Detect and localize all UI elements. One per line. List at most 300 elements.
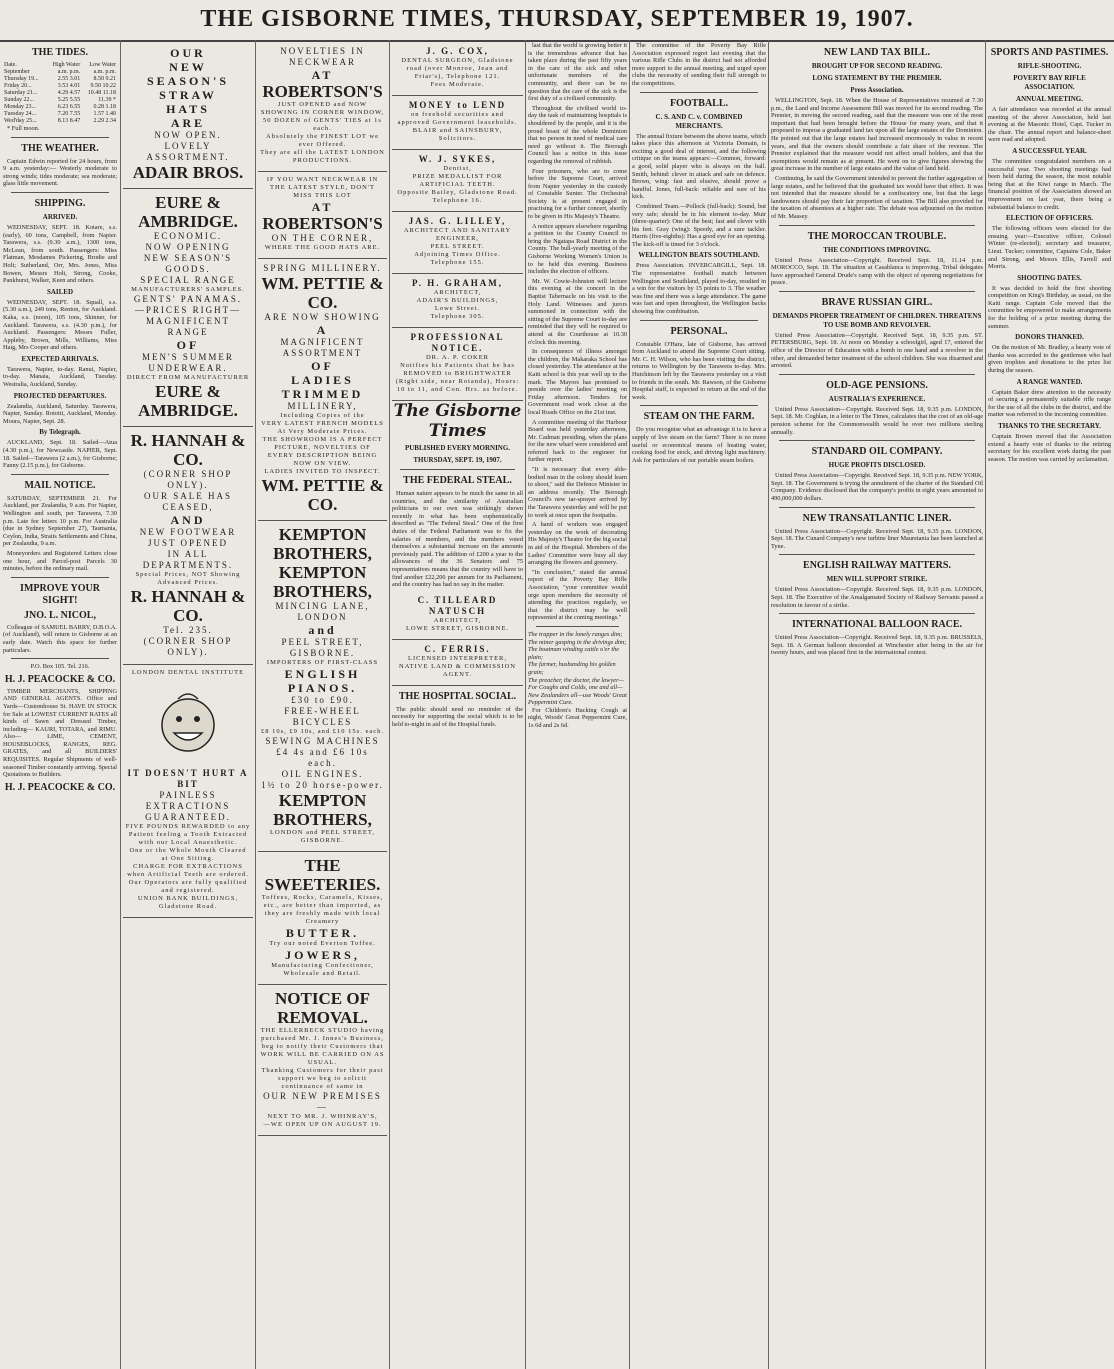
expected-text: Tarawera, Napier, to-day. Ranui, Napier, to-day. Manaia, Auckland, Tuesday. Westralia, Auckland, Sunday. <box>3 365 117 389</box>
article-paragraph: A hand of workers was engaged yesterday on the work of decorating His Majesty's Theatre for the big social in aid of the Hospital. Members of the Ladies' Committee were busy all day arranging the flowers and greenery. <box>528 521 627 567</box>
wellington-heading: WELLINGTON BEATS SOUTHLAND. <box>638 251 760 260</box>
advert-line: ECONOMIC. <box>153 231 223 241</box>
advert-line: KEMPTON BROTHERS, <box>273 791 372 829</box>
land-tax-text: WELLINGTON, Sept. 18. When the House of Representatives resumed at 7.30 p.m., the Land and Income Assessment Bill was moved for its second reading. The Premier, in moving the second reading, said that the measure was one of the most important that had been brought before the House for many years, and that it proposed to impose a graduated land tax upon all the large estates of the Dominion. He pointed out that the large estates had increased enormously in value in recent years, and that the owners should contribute a fair share of the revenue. The Premier explained that the measure would not affect small holders, and that the exemptions would remain as at present. He went on to give figures showing the great increase in the number of large estates and the value of land held. <box>771 97 983 173</box>
advert-line: BUTTER. <box>285 926 360 940</box>
tides-table <box>3 62 117 125</box>
peacocke-text: TIMBER MERCHANTS, SHIPPING AND GENERAL AGENTS. Office and Yards—Customhouse St. HAVE IN STOCK for Sale at LOWEST CURRENT RATES all kinds of Sawn and Dressed Timber, including— KAURI, TOTARA, and RIMU. Also— LIME, CEMENT, HOUSEBLOCKS, RANGES, REG. GRATES, and all BUILDERS' REQUISITES. Regular Shipments of well-seasoned Timber constantly arriving. Special Quotations to Builders. <box>3 687 117 779</box>
advert-line: DIRECT FROM MANUFACTURER <box>126 374 250 381</box>
business-card <box>392 212 523 274</box>
column-rule <box>389 40 390 1369</box>
projected-heading: PROJECTED DEPARTURES. <box>13 391 107 400</box>
advert-line: AT <box>311 68 334 82</box>
poem-line: The preacher, the doctor, the lawyer— <box>528 676 625 684</box>
column-rule <box>768 40 769 1369</box>
advert-line: HATS <box>166 102 210 116</box>
business-card-line: NATIVE LAND & COMMISSION AGENT. <box>399 662 516 678</box>
cartoon-caption: IT DOESN'T HURT A BIT <box>127 767 249 789</box>
leader-text: Human nature appears to be much the same in all countries, and the similarity of Australian politicians to our own was strikingly shown recently in what has been euphemistically described as "The Federal Steal." One of the first duties of the Federal Parliament was to fix the salaries of members, and the members voted themselves a substantial increase on the amounts previously paid. The addition of £200 a year to the allowances of the 36 Senators and 75 representatives means that the country will have to find another £22,200 per annum for its Parliament, and the country has had no say in the matter. <box>392 490 523 589</box>
farm-heading: STEAM ON THE FARM. <box>643 411 755 423</box>
business-card-line: ARCHITECT, <box>433 289 482 296</box>
business-card-line: Telephone 305. <box>430 313 485 320</box>
liner-heading: NEW TRANSATLANTIC LINER. <box>802 512 952 524</box>
tides-row <box>3 83 117 90</box>
advert-line: Absolutely the FINEST LOT we ever Offered. <box>266 133 379 148</box>
russian-text: United Press Association—Copyright. Received Sept. 18, 9.35 p.m. ST. PETERSBURG, Sept. 18. At noon on Monday a schoolgirl, aged 17, entered the office of the Director of Education with a bomb in one hand and a revolver in the other, and demanded better treatment of the school children. She was disarmed and arrested. <box>771 331 983 370</box>
tides-cell: 1.57 1.40 <box>93 111 116 117</box>
advert-line: EURE & AMBRIDGE. <box>138 382 238 420</box>
business-card <box>392 591 523 640</box>
telegraph-heading: By Telegraph. <box>39 428 81 437</box>
standard-oil-text: United Press Association—Copyright. Received Sept. 18, 9.35 p.m. NEW YORK, Sept. 18. The Government is trying the annulment of the charter of the Standard Oil Company. Evidence disclosed that the company's profits in eight years amounted to 490,000,000 dollars. <box>771 472 983 502</box>
column-5 <box>528 42 627 1369</box>
tides-note: * Full moon. <box>7 125 40 132</box>
rifle-subheading-3: ANNUAL MEETING. <box>1016 95 1083 103</box>
projected-text: Zealandia, Auckland, Saturday. Tarawera, Napier, Sunday. Rotoiti, Auckland, Monday. Moura, Napier, Sept. 28. <box>3 402 117 425</box>
tides-header-row <box>3 62 117 69</box>
tides-cell: 2.55 3.01 <box>57 76 81 82</box>
advert-line: Try our noted Everton Toffee. <box>269 940 376 947</box>
advert-line: THE SHOWROOM IS A PERFECT PICTURE, NOVELTIES OF EVERY DESCRIPTION BEING NOW ON VIEW. <box>262 436 383 467</box>
advert-line: OF <box>311 359 334 373</box>
advert-line: LADIES <box>291 373 354 387</box>
expected-heading: EXPECTED ARRIVALS. <box>21 354 99 363</box>
divider <box>11 577 109 578</box>
football-subheading: C. S. AND C. v. COMBINED MERCHANTS. <box>655 112 743 130</box>
advert-line: NEW SEASON'S GOODS. <box>143 253 233 274</box>
rifle-text: A fair attendance was recorded at the annual meeting of the above Association, held last evening at the Masonic Hotel, Capt. Tucker in the chair. The annual report and balance-sheet were read and adopted. <box>988 106 1111 144</box>
divider <box>11 658 109 659</box>
advert-line: NOTICE OF REMOVAL. <box>275 989 370 1027</box>
poem-line: The farmer, husbanding his golden grain; <box>528 661 616 676</box>
business-card-name: P. H. GRAHAM, <box>412 278 503 288</box>
issue-date: THURSDAY, SEPT. 19, 1907. <box>413 456 502 464</box>
advert-line: 1½ to 20 horse-power. <box>261 780 384 790</box>
business-card-line: Opposite Bailey, Gladstone Road. Telephone 16. <box>397 189 518 204</box>
business-card-line: PRIZE MEDALLIST FOR ARTIFICIAL TEETH. <box>412 173 503 188</box>
article-paragraph: Throughout the civilised world to-day the task of maintaining hospitals is shouldered by the people, and it is the proud boast of the whole Dominion that no person in need of medical care need go without it. The Borough Council has a notice in this issue regarding the removal of rubbish. <box>528 104 627 165</box>
tides-row <box>3 76 117 83</box>
advert-line: JOWERS, <box>285 948 360 962</box>
advert-line: SPECIAL RANGE <box>140 275 236 285</box>
business-card <box>392 150 523 212</box>
balloon-heading: INTERNATIONAL BALLOON RACE. <box>791 619 963 631</box>
tides-cell: a.m. p.m. <box>93 69 116 75</box>
poem <box>528 631 627 707</box>
tides-cell: a.m. p.m. <box>57 69 81 75</box>
hospital-heading: THE HOSPITAL SOCIAL. <box>398 690 517 702</box>
tides-cell: 11.39 * <box>98 97 116 103</box>
officers-heading: ELECTION OF OFFICERS. <box>1005 214 1094 223</box>
column-1 <box>3 42 117 1369</box>
tides-cell: 0.28 1.18 <box>93 104 116 110</box>
advert-line: IF YOU WANT NECKWEAR IN THE LATEST STYLE, DON'T MISS THIS LOT <box>266 176 379 199</box>
advert-line: OUR <box>170 46 206 60</box>
poem-line: The miner gasping in the drivings dim; <box>528 638 627 646</box>
advert-line: OUR SALE HAS CEASED, <box>143 491 232 512</box>
mail-heading: MAIL NOTICE. <box>24 479 96 491</box>
advert-line: VERY LATEST FRENCH MODELS <box>261 420 384 427</box>
column-rule <box>629 40 630 1369</box>
tides-cell: 7.20 7.55 <box>57 111 81 117</box>
tides-cell: 6.23 6.55 <box>57 104 81 110</box>
donors-text: On the motion of Mr. Bradley, a hearty vote of thanks was accorded to the gentlemen who had given trophies and donations to the prize list during the season. <box>988 344 1111 375</box>
business-card-line: Telephone 155. <box>430 259 485 266</box>
advert-line: WHERE THE GOOD HATS ARE. <box>264 244 381 251</box>
poem-line: The boatman winding cattle o'er the plain; <box>528 646 620 661</box>
tides-cell: 5.25 5.55 <box>57 97 81 103</box>
wellington-text: Press Association. INVERCARGILL, Sept. 18. The representative football match between Wellington and Southland, played to-day, resulted in a win for the visitors by 15 points to 3. The weather was fine and there was a large attendance. The game was fast and open throughout, the Wellington backs showing fine combination. <box>632 262 766 316</box>
advert-line: OIL ENGINES. <box>281 769 364 779</box>
advert-line: WM. PETTIE & CO. <box>261 476 384 514</box>
football-text-2: Combined Team.—Pollock (full-back): Sound, but very safe; should be in his element to-day. Muir (three-quarter): One of the best; fast and clever with his feet. Gray (wing): Speedy, and a sure tackler. Harris (five-eighths): Has a good eye for an opening. The kick-off is timed for 3 o'clock. <box>632 202 766 248</box>
article-paragraph: "It is necessary that every able-bodied man in the colony should learn to shoot," said the Defence Minister in an address recently. The Borough Council's new tar-sprayer arrived by the Tarawera yesterday and will be put to work at once upon the footpaths. <box>528 466 627 519</box>
advert-line: Manufacturing Confectioner, Wholesale and Retail. <box>271 962 374 977</box>
railway-heading: ENGLISH RAILWAY MATTERS. <box>803 560 951 572</box>
divider <box>400 469 515 470</box>
advert-line: GUARANTEED. <box>145 811 231 822</box>
advert-line: (CORNER SHOP ONLY). <box>143 469 233 490</box>
russian-heading: BRAVE RUSSIAN GIRL. <box>821 296 933 308</box>
business-card <box>392 42 523 96</box>
article-paragraph: Mr. W. Cowie-Johnston will lecture this evening at the concert in the Baptist Tabernacle on his visit to the Holy Land. Witnesses and jurors summoned in connection with the sitting of the Supreme Court to-day are reminded that they will be required to attend at the Courthouse at 10.30 o'clock this morning. <box>528 277 627 346</box>
sight-name: JNO. L. NICOL, <box>24 609 96 621</box>
advert-line: Including Copies of the <box>280 412 365 419</box>
box-line: P.O. Box 105. Tel. 216. <box>30 663 90 671</box>
business-card-name: PROFESSIONAL NOTICE. <box>410 332 505 353</box>
business-card-line: Adjoining Times Office. <box>414 251 501 258</box>
advert-line: ENGLISH <box>284 667 361 681</box>
business-card <box>392 274 523 328</box>
tides-cell: Monday 23... <box>4 104 36 110</box>
rifle-subheading-2: POVERTY BAY RIFLE ASSOCIATION. <box>1013 74 1086 91</box>
peacocke-name-2: H. J. PEACOCKE & CO. <box>4 781 116 793</box>
advert-line: MILLINERY, <box>287 401 358 411</box>
advert-line: (CORNER SHOP ONLY). <box>143 636 233 657</box>
arrived-heading: ARRIVED. <box>42 212 78 221</box>
business-card-line: LICENSED INTERPRETER, <box>408 654 507 662</box>
column-rule <box>120 40 121 1369</box>
advert-line: R. HANNAH & CO. <box>130 431 246 469</box>
advert-line: IMPORTERS OF FIRST-CLASS <box>266 659 379 666</box>
hospital-text: The public should need no reminder of the necessity for supporting the social which is to be held to-night in aid of the Hospital funds. <box>392 705 523 728</box>
advert-line: ARE <box>170 116 206 130</box>
tides-cell: 9.50 10.22 <box>90 83 116 89</box>
business-card-line: ARCHITECT, <box>433 616 482 624</box>
business-card-line: PEEL STREET. <box>430 243 485 250</box>
advert-line: SEASON'S <box>146 74 230 88</box>
article-paragraph: In consequence of illness amongst the children, the Makaraka School has closed yesterday. The attendance at the Kaiti school is this year well up to the mark. The Mayors has promised to preside over the ladies' meeting on Friday afternoon. Tenders for Government road work close at the local Roads Office on the 21st inst. <box>528 348 627 416</box>
business-card-name: C. FERRIS. <box>424 643 491 654</box>
sight-text: Colleague of SAMUEL BARRY, D.B.O.A. (of Auckland), will return to Gisborne at an early date. Watch this space for further particulars. <box>3 623 117 654</box>
tides-cell: 3.53 4.01 <box>57 83 81 89</box>
business-card <box>392 640 523 686</box>
farm-text: Do you recognise what an advantage it is to have a supply of live steam on the farm? There is no more useful or economical means of heating water, cooking food for stock, and driving light machinery. Ask for particulars of our portable steam boilers. <box>632 426 766 464</box>
advert-line: AT <box>311 200 334 214</box>
advert-line: SPRING MILLINERY. <box>263 263 382 273</box>
business-card-line: Notifies his Patients that he has REMOVED to BRIGHTWATER (Right side, near Rotanda), Hours: 10 to 11, and Con. Hrs. as before. <box>395 362 520 393</box>
advert-line: Thanking Customers for their past support we beg to solicit continuance of same in <box>261 1067 384 1090</box>
advert-line: GENTS' PANAMAS. <box>133 294 243 304</box>
divider <box>11 137 109 138</box>
business-card-name: MONEY to LEND <box>408 100 507 110</box>
divider <box>779 440 975 441</box>
tides-heading: THE TIDES. <box>32 47 88 58</box>
advert-line: £30 to £90. <box>291 695 354 705</box>
business-card-name: J. G. COX, <box>426 46 489 56</box>
advert-line: NEW <box>169 60 207 74</box>
divider <box>640 405 758 406</box>
land-tax-subheading-2: LONG STATEMENT BY THE PREMIER. <box>812 74 942 82</box>
tides-cell: 2.29 2.34 <box>93 118 116 124</box>
newspaper-flag: The Gisborne Times <box>393 401 522 441</box>
column-rule <box>985 40 986 1369</box>
advert-line: AND <box>170 513 206 527</box>
advert-line: UNION BANK BUILDINGS, Gladstone Road. <box>137 894 239 910</box>
sight-heading: IMPROVE YOUR SIGHT! <box>20 582 100 606</box>
thanks-text: Captain Brown moved that the Association extend a hearty vote of thanks to the retiring secretary for his excellent work during the past season. The motion was carried by acclamation. <box>988 433 1111 463</box>
article-paragraph: The committee of the Poverty Bay Rifle Association expressed regret last evening that the various Rifle Clubs in the district had not afforded more support to the annual meeting, and urged upon clubs the necessity of sending their full strength to the competitions. <box>632 42 766 87</box>
shooting-dates-text: It was decided to hold the first shooting competition on King's Birthday, as usual, on the Kaiti range. Captain Cole moved that the committee be empowered to make arrangements for the holding of a prize meeting during the summer. <box>988 284 1111 330</box>
face-illustration-icon <box>148 681 228 761</box>
column-4 <box>392 42 523 1369</box>
tides-cell: Saturday 21... <box>4 90 38 96</box>
tides-cell: Friday 20... <box>4 83 32 89</box>
moroccan-heading: THE MOROCCAN TROUBLE. <box>807 230 947 242</box>
tides-row <box>3 97 117 104</box>
tides-col-header: High Water <box>52 62 81 68</box>
range-heading: A RANGE WANTED. <box>1016 377 1083 386</box>
season-heading: A SUCCESSFUL YEAR. <box>1012 146 1087 155</box>
advert-line: JUST OPENED and NOW SHOWING IN CORNER WINDOW, <box>260 101 385 116</box>
advert-line: MAGNIFICENT RANGE <box>146 316 230 337</box>
oldage-subheading: AUSTRALIA'S EXPERIENCE. <box>828 394 926 403</box>
divider <box>11 474 109 475</box>
advert-line: IN ALL DEPARTMENTS. <box>142 549 234 570</box>
tides-cell: September <box>4 69 30 75</box>
divider <box>779 613 975 614</box>
tides-row <box>3 90 117 97</box>
shooting-dates-heading: SHOOTING DATES. <box>1017 273 1082 282</box>
column-rule <box>525 40 526 1369</box>
advert-line: MANUFACTURERS' SAMPLES. <box>131 286 245 293</box>
advert-line: LONDON and PEEL STREET, GISBORNE. <box>270 829 375 844</box>
business-card-line: LOWE STREET, GISBORNE. <box>405 624 510 632</box>
football-heading: FOOTBALL. <box>669 97 729 109</box>
business-card <box>392 96 523 150</box>
column-3 <box>258 42 387 1369</box>
advert-line: STRAW <box>159 88 217 102</box>
tides-cell: Tuesday 24... <box>4 111 37 117</box>
divider <box>779 374 975 375</box>
advert-line: R. HANNAH & CO. <box>130 587 246 625</box>
railway-text: United Press Association—Copyright. Received Sept. 18, 9.35 p.m. LONDON, Sept. 18. The Executive of the Amalgamated Society of Railway Servants passed a resolution in favour of a strike. <box>771 586 983 609</box>
oldage-heading: OLD-AGE PENSIONS. <box>826 379 928 391</box>
advert-line: LONDON DENTAL INSTITUTE <box>131 669 245 676</box>
robertson-neckwear-advert <box>258 42 387 172</box>
business-card-line: ARCHITECT AND SANITARY ENGINEER, <box>403 227 512 242</box>
donors-heading: DONORS THANKED. <box>1015 333 1084 342</box>
tides-col-header: Low Water <box>89 62 116 68</box>
article-paragraph: Four prisoners, who are to come before the Supreme Court, arrived from Napier yesterday in the custody of Constable Sunter. The Orchestral Society is at present engaged in practising for a further concert, shortly to be given in His Majesty's Theatre. <box>528 167 627 221</box>
tides-cell: 8.50 9.21 <box>93 76 116 82</box>
advert-line: NOW OPEN. <box>154 130 222 140</box>
tides-cell: 4.29 4.57 <box>57 90 81 96</box>
business-card-line: DR. A. P. COKER <box>425 354 490 361</box>
advert-line: Our Operators are fully qualified and registered. <box>128 878 248 894</box>
robertson-corner-advert <box>258 172 387 259</box>
adair-bros-advert <box>123 42 253 189</box>
divider <box>779 225 975 226</box>
business-card-name: C. TILLEARD NATUSCH <box>417 594 498 616</box>
advert-line: At Very Moderate Prices. <box>277 428 368 435</box>
divider <box>536 626 619 627</box>
standard-oil-heading: STANDARD OIL COMPANY. <box>811 446 943 458</box>
tides-cell: 8.13 8.47 <box>57 118 81 124</box>
divider <box>640 92 758 93</box>
balloon-text: United Press Association—Copyright. Received Sept. 18, 9.35 p.m. BRUSSELS, Sept. 18. A German balloon descended at Winchester after being in the air for twenty hours, and was placed first in the international contest. <box>771 634 983 657</box>
tides-row <box>3 118 117 125</box>
advert-line: FIVE POUNDS REWARDED to any Patient feeling a Tooth Extracted with our Local Anaesthetic. <box>125 822 251 846</box>
advert-line: ROBERTSON'S <box>262 214 383 233</box>
land-tax-text-2: Continuing, he said the Government intended to prevent the further aggregation of large estates, and he believed that the graduated tax would have that effect. It was not intended that the measure should be a confiscatory one, but that the large landowners should pay their fair proportion of taxation. The Bill also provided for the taxation of absentees at a higher rate. The debate was adjourned on the motion of Mr. Massey. <box>771 174 983 220</box>
divider <box>779 507 975 508</box>
mail-text: SATURDAY, SEPTEMBER 21. For Auckland, per Zealandia, 9 a.m. For Napier, Wellington and south, per Tarawera, 7.30 p.m. Late fee letters 10 p.m. For Australia (due in Sydney September 27), Tasmania, Ceylon, India, Straits Settlements and China, per Zealandia, 9 a.m. <box>3 494 117 548</box>
moroccan-subheading: THE CONDITIONS IMPROVING. <box>823 245 931 254</box>
sailed-text: WEDNESDAY, SEPT. 18. Squall, s.s. (5.30 a.m.), 249 tons, Renton, for Auckland. Kaka, s.s. (noon), 105 tons, Skinner, for Auckland. Tarawera, s.s. (4.30 p.m.), for Auckland. Passengers: Messrs Fuller, Appleby, Brown, Mills, Williams, Miss Haig, Mrs Cooper and others. <box>3 298 117 352</box>
advert-line: ARE NOW SHOWING <box>264 312 381 322</box>
range-text: Captain Baker drew attention to the necessity of securing a permanently suitable rifle range for the use of all the clubs in the district, and the matter was referred to the incoming committee. <box>988 388 1111 419</box>
personal-heading: PERSONAL. <box>670 325 728 337</box>
russian-subheading: DEMANDS PROPER TREATMENT OF CHILDREN. THREATENS TO USE BOMB AND REVOLVER. <box>772 311 982 329</box>
advert-line: LADIES INVITED TO INSPECT. <box>264 468 381 475</box>
advert-line: WM. PETTIE & CO. <box>261 274 384 312</box>
advert-line: NEXT TO MR. J. WHINRAY'S, <box>267 1113 378 1120</box>
advert-line: Special Prices, NOT Showing Advanced Prices. <box>135 571 241 586</box>
article-paragraph: last that the world is growing better it is the tremendous advance that has taken place during the past fifty years in the care of the sick and other unfortunate members of the community, and there can be no question that the care of the sick is the first duty of a civilised community. <box>528 42 627 103</box>
standard-oil-subheading: HUGE PROFITS DISCLOSED. <box>828 461 926 470</box>
poem-line: For Coughs and Colds, one and all— <box>528 684 623 692</box>
press-association-line: Press Association. <box>850 86 904 94</box>
advert-line: ON THE CORNER, <box>271 233 374 243</box>
advert-line: LOVELY ASSORTMENT. <box>146 141 230 162</box>
advert-line: Tel. 235. <box>163 625 213 635</box>
business-card-line: Fees Moderate. <box>430 81 485 88</box>
tides-row <box>3 104 117 111</box>
advert-line: OUR NEW PREMISES— <box>263 1091 382 1112</box>
advert-line: They are all the LATEST LONDON PRODUCTIONS. <box>260 149 385 164</box>
land-tax-heading: NEW LAND TAX BILL. <box>823 47 931 58</box>
eure-ambridge-advert <box>123 189 253 427</box>
column-6 <box>632 42 766 1369</box>
business-card-name: JAS. G. LILLEY, <box>408 216 507 226</box>
business-card-name: W. J. SYKES, <box>418 154 497 164</box>
poem-line: New Zealanders all—use Woods' Great Peppermint Cure. <box>528 691 627 707</box>
advert-line: EURE & AMBRIDGE. <box>138 193 238 231</box>
advert-line: 50 DOZEN of GENTS' TIES at 1s each. <box>263 117 382 132</box>
mail-text-2: Moneyorders and Registered Letters close one hour, and Parcel-post Parcels 30 minutes, before the ordinary mail. <box>3 549 117 573</box>
hannah-advert <box>123 427 253 665</box>
tides-body <box>3 69 117 125</box>
advert-line: PEEL STREET, GISBORNE. <box>281 637 364 658</box>
advert-line: UNDERWEAR. <box>148 363 228 373</box>
poem-line: The trapper in the lonely ranges dim; <box>528 630 623 638</box>
advert-line: KEMPTON BROTHERS, <box>273 563 372 601</box>
advert-line: NOVELTIES IN NECKWEAR <box>280 46 365 67</box>
divider <box>11 192 109 193</box>
moroccan-text: United Press Association—Copyright. Received Sept. 18, 11.14 p.m. MOROCCO, Sept. 18. The situation at Casablanca is improving. Tribal delegates have approached General Drude's camp with the object of opening negotiations for peace. <box>771 256 983 287</box>
advert-line: MAGNIFICENT ASSORTMENT <box>280 337 365 358</box>
column-rule <box>255 40 256 1369</box>
business-card-line: Dentist, <box>443 165 472 172</box>
cure-line: For Children's Hacking Cough at night, Woods' Great Peppermint Cure, 1s 6d and 2s 6d. <box>528 706 627 730</box>
masthead-title: THE GISBORNE TIMES, THURSDAY, SEPTEMBER 19, 1907. <box>200 6 914 32</box>
advert-line: THE ELLERBECK STUDIO having purchased Mr. J. Innes's Business, beg to notify their Customers that WORK WILL BE CARRIED ON AS USUAL. <box>260 1027 385 1066</box>
tides-row <box>3 69 117 76</box>
advert-line: A <box>316 323 329 337</box>
tides-cell: Sunday 22... <box>4 97 34 103</box>
tides-row <box>3 111 117 118</box>
advert-line: TRIMMED <box>281 387 364 401</box>
advert-line: JUST OPENED <box>147 538 229 548</box>
advert-line: —WE OPEN UP ON AUGUST 19. <box>263 1121 382 1128</box>
published-line: PUBLISHED EVERY MORNING. <box>404 444 511 452</box>
advert-line: THE SWEETERIES. <box>264 856 381 894</box>
advert-line: PAINLESS EXTRACTIONS <box>145 789 231 811</box>
divider <box>779 554 975 555</box>
advert-line: OF <box>176 338 200 352</box>
leader-heading: THE FEDERAL STEAL. <box>403 475 512 486</box>
sailed-heading: SAILED <box>46 287 74 296</box>
telegraph-text: AUCKLAND, Sept. 18. Sailed—Atua (4.30 p.m.), for Newcastle. NAPIER, Sept. 18. Sailed—Tarawera (2 a.m.), for Gisborne; Fanny (2.15 p.m.), for Gisborne. <box>3 439 117 470</box>
officers-text: The following officers were elected for the ensuing year:—Executive officer, Colonel Winter (re-elected); secretary and treasurer, Lieut. Tucker; committee, Captains Cole, Baker and Strong, and Messrs Ellis, Farrell and Morris. <box>988 225 1111 271</box>
pettie-millinery-advert <box>258 259 387 521</box>
thanks-heading: THANKS TO THE SECRETARY. <box>998 422 1101 430</box>
article-paragraph: A notice appears elsewhere regarding a petition to the County Council to bring the Ngatapa Road District in the County. The bull-yearly meeting of the Gisborne Working Women's Union is to be held this evening. Business includes the election of officers. <box>528 222 627 276</box>
column-7 <box>771 42 983 1369</box>
advert-line: MEN'S SUMMER <box>142 352 234 362</box>
advert-line: CHARGE FOR EXTRACTIONS when Artificial Teeth are ordered. <box>127 862 249 878</box>
divider <box>779 291 975 292</box>
removal-notice-advert <box>258 985 387 1136</box>
advert-line: MINCING LANE, LONDON <box>275 601 370 622</box>
oldage-text: United Press Association—Copyright. Received Sept. 18, 9.35 p.m. LONDON, Sept. 18. Mr. Coghlan, in a letter to The Times, calculates that the cost of an old-age pension scheme for the Commonwealth would be over two millions sterling annually. <box>771 405 983 436</box>
sports-heading: SPORTS AND PASTIMES. <box>990 47 1109 58</box>
business-card-line: DENTAL SURGEON, Gladstone road (over Monroe, Jean and Friar's), Telephone 121. <box>401 57 514 80</box>
kempton-brothers-advert <box>258 521 387 852</box>
peacocke-name: H. J. PEACOCKE & CO. <box>4 673 116 685</box>
business-card-line: on freehold securities and approved Government leaseholds. <box>397 111 518 126</box>
article-paragraph: "In conclusion," stated the annual report of the Poverty Bay Rifle Association, "your committee would urge upon members the necessity of attending the practices regularly, so that the district may be well represented at the coming meetings." <box>528 568 627 622</box>
business-card-line: Lowe Street. <box>434 305 481 312</box>
tides-cell: Thursday 19... <box>4 76 39 82</box>
column-2 <box>123 42 253 1369</box>
tides-cell: 10.48 11.18 <box>87 90 116 96</box>
football-text: The annual fixture between the above teams, which takes place this afternoon at Victoria Domain, is exciting a good deal of interest, and the following critique on the teams appears:—Common, forward: a good, solid player who is always on the ball. Smith, behind: clever in attack and safe on defence. Brown, wing: fast and elusive, should prove a handful. Jones, full-back: reliable and sure of his kick. <box>632 132 766 201</box>
railway-subheading: MEN WILL SUPPORT STRIKE. <box>826 575 928 584</box>
advert-line: NOW OPENING <box>145 242 231 252</box>
advert-line: and <box>308 623 337 637</box>
tides-cell: Wed'day 25... <box>4 118 37 124</box>
advert-line: PIANOS. <box>287 681 358 695</box>
advert-line: KEMPTON BROTHERS, <box>273 525 372 563</box>
article-paragraph: A committee meeting of the Harbour Board was held yesterday afternoon, Mr. Cadman presiding, when the plans for the new wharf were considered and referred back to the engineer for further report. <box>528 418 627 464</box>
advert-line: Toffees, Rocks, Caramels, Kisses, etc., are better than imported, as they are freshly made with local Creamery <box>261 894 384 925</box>
advert-line: NEW FOOTWEAR <box>139 527 237 537</box>
column-8 <box>988 42 1111 1369</box>
business-card-line: ADAIR'S BUILDINGS, <box>416 297 499 304</box>
advert-line: £4 4s and £6 10s each. <box>276 747 369 768</box>
